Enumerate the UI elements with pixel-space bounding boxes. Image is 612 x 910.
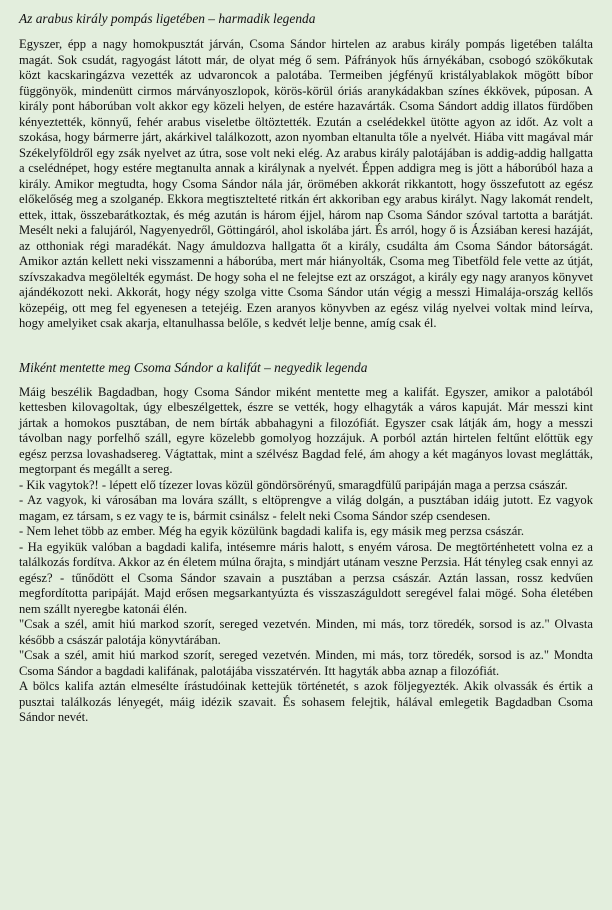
legend-4-body: Máig beszélik Bagdadban, hogy Csoma Sándor miként mentette meg a kalifát. Egyszer, amikor a palotából kettesben kilovagoltak, úgy elbeszélgettek, észre se vették, hogy elhagyták a város kapuját. Már messzi kint jártak a homokos pusztában, de nem bírták abbahagyni a filozófiát. Egyszer csak látják ám, hogy a messzi távolban nagy porfelhő száll, egyre közelebb gomolyog hozzájuk. A porból aztán hirtelen feltűnt előttük egy egész perzsa lovashadsereg. Vágtattak, mint a szélvész Bagdad felé, ám ahogy a két magányos lovast meglátták, megtorpant és megállt a sereg. - Kik vagytok?! - lépett elő tízezer lovas közül göndörsörényű, smaragdfülű paripáján maga a perzsa császár. - Az vagyok, ki városában ma lovára szállt, s eltöprengve a világ dolgán, a pusztában idáig jutott. Ez vagyok magam, ez társam, s ez vagy te is, bármit csinálsz - felelt neki Csoma Sándor szép csendesen. - Nem lehet több az ember. Még ha egyik közülünk bagdadi kalifa is, egy másik meg perzsa császár. - Ha egyikük valóban a bagdadi kalifa, intésemre máris halott, s enyém városa. De megtörténhetett volna ez a találkozás fordítva. Akkor az én életem múlna őrajta, s mindjárt utánam veszne Perzsia. Hát tényleg csak ennyi az egész? - tűnődött el Csoma Sándor szavain a pusztában a perzsa császár. Aztán lassan, rossz kedvűen megfordította paripáját. Majd erősen megsarkantyúzta és visszaszáguldott seregével falai mögé. Soha életében nem szállt nyeregbe katonái élén. "Csak a szél, amit hiú markod szorít, sereged vezetvén. Minden, mi más, torz töredék, sorsod is az." Olvasta később a császár palotája könyvtárában. "Csak a szél, amit hiú markod szorít, sereged vezetvén. Minden, mi más, torz töredék, sorsod is az." Mondta Csoma Sándor a bagdadi kalifának, palotájába visszatérvén. Itt hagyták abba aznap a filozófiát. A bölcs kalifa aztán elmesélte írástudóinak kettejük történetét, s azok följegyezték. Akik olvassák és értik a pusztai találkozás lényegét, máig idézik szavait. És sohasem felejtik, hálával emlegetik Bagdadban Csoma Sándor nevét.	[19, 384, 593, 724]
legend-4-heading: Miként mentette meg Csoma Sándor a kalifát – negyedik legenda	[19, 359, 368, 375]
section-spacer	[19, 332, 593, 360]
legend-3-body: Egyszer, épp a nagy homokpusztát járván, Csoma Sándor hirtelen az arabus király pompás ligetében találta magát. Sok csudát, ragyogást látott már, de olyat még ő sem. Páfrányok hűs árnyékában, csobogó szökőkutak közt kacskaringázva vezették az udvaroncok a palotába. Termeiben jégfényű kristályablakok mögött bíbor függönyök, mindenütt cirmos márványoszlopok, körös-körül óriás aranykádakban színes ékkövek, púposan. A király pont háborúban volt akkor egy közeli helyen, de estére hazavárták. Csoma Sándort addig illatos fürdőben kényeztették, könnyű, fehér arabus viseletbe öltöztették. Ezután a cselédekkel ütötte agyon az időt. Az volt a szokása, hogy bármerre járt, akárkivel találkozott, azon nyomban eltanulta tőle a nyelvét. Hiába vitt magával már Székelyföldről egy zsák nyelvet az útra, sose volt neki elég. Az arabus király palotájában is addig-addig hallgatta a cselédnépet, hogy estére megtanulta annak a királynak a nyelvét. Éppen addigra meg is jött a háborúból haza a király. Amikor megtudta, hogy Csoma Sándor nála jár, örömében akkorát rikkantott, hogy összefutott az egész előkelőség meg a szolganép. Ekkora megtisztelteté ritkán ért akkoriban egy arabus királyt. Nagy lakomát rendelt, ettek, ittak, összebarátkoztak, és még azután is három éjjel, három nap Csoma Sándor szóval tartotta a barátját. Mesélt neki a falujáról, Nagyenyedről, Göttingáról, ahol iskolába járt. És arról, hogy ő is Ázsiában keresi hazáját, az otthoniak régi maradékát. Nagy ámuldozva hallgatta őt a király, csudálta ám Csoma Sándor bátorságát. Amikor aztán kellett neki visszamenni a háborúba, mert már hiányolták, Csoma meg Tibetföld fele vette az útját, szívszakadva megölelték egymást. De hogy soha el ne felejtse ezt az országot, a király egy nagy aranyos könyvet ajándékozott neki. Akkorát, hogy négy szolga vitte Csoma Sándor után végig a messzi Himalája-ország kellős közepéig, ott meg fel egyenesen a tetejéig. Ezen aranyos könyvben az egész világ nyelvei voltak mind leírva, hogy amelyiket csak akarja, eltanulhassa belőle, s kedvét lelje benne, amíg csak él.	[19, 37, 593, 330]
legend-3-heading: Az arabus király pompás ligetében – harmadik legenda	[19, 11, 316, 26]
